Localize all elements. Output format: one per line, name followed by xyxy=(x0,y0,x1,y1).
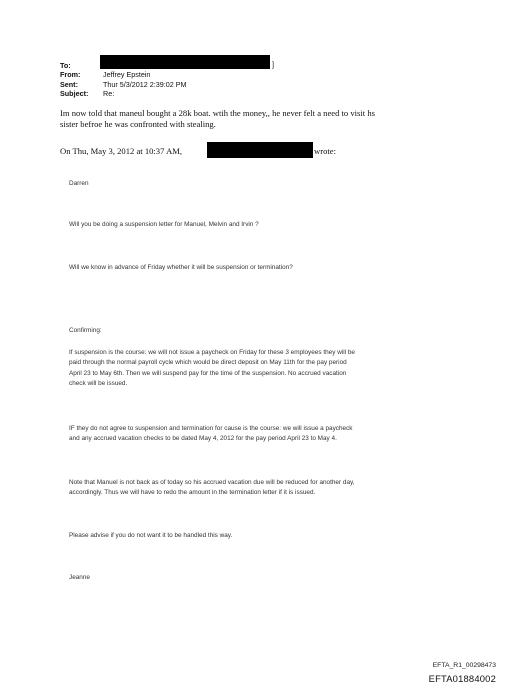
sent-value: Thur 5/3/2012 2:39:02 PM xyxy=(103,79,187,89)
paragraph-line: check will be issued. xyxy=(69,379,128,387)
quoted-question-1: Will you be doing a suspension letter for Manuel, Melvin and Irvin ? xyxy=(69,221,259,228)
sent-label: Sent: xyxy=(60,79,78,89)
redaction-bar-sender xyxy=(207,142,313,158)
to-label: To: xyxy=(60,61,71,70)
paragraph-line: IF they do not agree to suspension and termination for cause is the course: we will issue a paycheck xyxy=(69,425,353,432)
quoted-paragraph-2 xyxy=(69,424,459,445)
quoted-question-2: Will we know in advance of Friday whether it will be suspension or termination? xyxy=(69,264,293,271)
from-label: From: xyxy=(60,70,81,80)
paragraph-line: paid through the normal payroll cycle which would be direct deposit on May 11th for the pay period xyxy=(69,359,347,367)
subject-value: Re: xyxy=(103,89,115,99)
redaction-bar-recipient xyxy=(100,55,270,69)
quote-header-suffix: wrote: xyxy=(314,146,336,156)
quote-header-prefix: On Thu, May 3, 2012 at 10:37 AM, xyxy=(60,146,183,156)
message-body xyxy=(60,108,460,130)
bates-number-1: EFTA_R1_00298473 xyxy=(432,662,496,669)
quoted-paragraph-3 xyxy=(69,478,459,499)
message-line: sister befroe he was confronted with stealing. xyxy=(60,119,216,129)
quoted-confirming: Confirming: xyxy=(69,327,102,334)
from-value: Jeffrey Epstein xyxy=(103,70,151,80)
bates-number-2: EFTA01884002 xyxy=(428,673,496,684)
paragraph-line: Note that Manuel is not back as of today so his accrued vacation due will be reduced for another day, xyxy=(69,479,355,486)
quoted-paragraph-4: Please advise if you do not want it to be handled this way. xyxy=(69,532,233,539)
paragraph-line: April 23 to May 6th. Then we will suspend pay for the time of the suspension. No accrued vacation xyxy=(69,369,347,377)
paragraph-line: and any accrued vacation checks to be dated May 4, 2012 for the pay period April 23 to May 4. xyxy=(69,435,337,443)
quoted-paragraph-1 xyxy=(69,348,459,389)
subject-row xyxy=(60,89,187,98)
sent-row xyxy=(60,80,187,89)
from-row xyxy=(60,70,187,79)
quoted-greeting: Darren xyxy=(69,180,89,187)
paragraph-line: If suspension is the course: we will not issue a paycheck on Friday for these 3 employees they will be xyxy=(69,349,355,356)
paragraph-line: accordingly. Thus we will have to redo the amount in the termination letter if it is issued. xyxy=(69,489,316,497)
message-line: Im now told that maneul bought a 28k boat. wtih the money,, he never felt a need to visit hs xyxy=(60,108,375,118)
quoted-signoff: Jeanne xyxy=(69,574,90,581)
to-trailing-bracket: ] xyxy=(272,60,274,69)
subject-label: Subject: xyxy=(60,89,89,99)
